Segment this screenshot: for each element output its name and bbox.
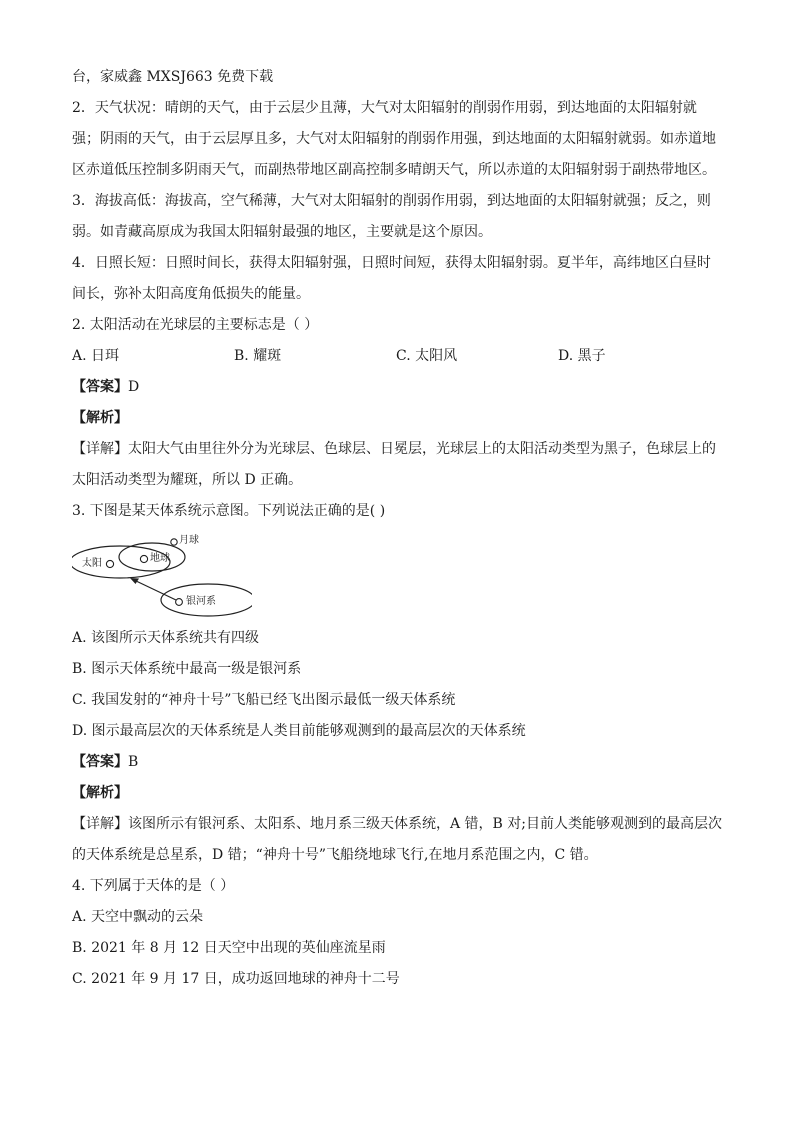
sun-label: 太阳 bbox=[82, 558, 102, 569]
q3-answer bbox=[72, 747, 732, 778]
q3-analysis bbox=[72, 778, 732, 809]
q2-option-a: A. 日珥 bbox=[72, 348, 120, 364]
factor-sunshine-line-2: 间长，弥补太阳高度角低损失的能量。 bbox=[72, 286, 310, 302]
earth-dot bbox=[140, 555, 147, 562]
q3-answer-value: B bbox=[128, 754, 139, 770]
moon-label: 月球 bbox=[179, 535, 199, 546]
q2-detail-line-1: 【详解】太阳大气由里往外分为光球层、色球层、日冕层，光球层上的太阳活动类型为黑子，色球层上的 bbox=[72, 441, 716, 457]
q2-option-c: C. 太阳风 bbox=[396, 348, 458, 364]
q2-option-b: B. 耀斑 bbox=[234, 348, 282, 364]
q2-answer bbox=[72, 372, 732, 403]
q3-answer-label: 【答案】 bbox=[72, 754, 128, 770]
q2-analysis-label: 【解析】 bbox=[72, 410, 128, 426]
q3-detail-line-1: 【详解】该图所示有银河系、太阳系、地月系三级天体系统，A 错，B 对;目前人类能够观测到的最高层次 bbox=[72, 816, 723, 832]
factor-weather-line-2: 强；阴雨的天气，由于云层厚且多，大气对太阳辐射的削弱作用强，到达地面的太阳辐射就弱。如赤道地 bbox=[72, 131, 716, 147]
q4-option-c: C. 2021 年 9 月 17 日，成功返回地球的神舟十二号 bbox=[72, 971, 400, 987]
earth-label: 地球 bbox=[150, 553, 170, 564]
document-page bbox=[72, 62, 732, 995]
q3-stem: 3. 下图是某天体系统示意图。下列说法正确的是( ) bbox=[72, 503, 386, 519]
galaxy-label: 银河系 bbox=[186, 596, 216, 607]
galaxy-dot bbox=[176, 599, 183, 606]
q3-option-a: A. 该图所示天体系统共有四级 bbox=[72, 630, 260, 646]
celestial-system-diagram bbox=[72, 529, 252, 617]
q2-stem: 2. 太阳活动在光球层的主要标志是（ ） bbox=[72, 317, 319, 333]
galaxy-arrow-head bbox=[130, 578, 139, 584]
moon-dot bbox=[171, 539, 177, 545]
q4-stem: 4. 下列属于天体的是（ ） bbox=[72, 878, 235, 894]
q3-option-c: C. 我国发射的“神舟十号”飞船已经飞出图示最低一级天体系统 bbox=[72, 692, 456, 708]
galaxy-arrow-line bbox=[134, 580, 176, 600]
q3-option-b: B. 图示天体系统中最高一级是银河系 bbox=[72, 661, 302, 677]
factor-altitude-line-2: 弱。如青藏高原成为我国太阳辐射最强的地区，主要就是这个原因。 bbox=[72, 224, 492, 240]
q2-answer-value: D bbox=[128, 379, 140, 395]
intro-line: 台，家威鑫 MXSJ663 免费下载 bbox=[72, 69, 274, 85]
q3-option-d: D. 图示最高层次的天体系统是人类目前能够观测到的最高层次的天体系统 bbox=[72, 723, 526, 739]
q2-answer-label: 【答案】 bbox=[72, 379, 128, 395]
celestial-system-svg bbox=[72, 529, 252, 617]
factor-sunshine-line-1: 4．日照长短：日照时间长，获得太阳辐射强，日照时间短，获得太阳辐射弱。夏半年，高纬地区白昼时 bbox=[72, 255, 711, 271]
q3-detail-line-2: 的天体系统是总星系，D 错；“神舟十号”飞船绕地球飞行,在地月系范围之内，C 错。 bbox=[72, 847, 598, 863]
q3-analysis-label: 【解析】 bbox=[72, 785, 128, 801]
factor-weather-line-1: 2．天气状况：晴朗的天气，由于云层少且薄，大气对太阳辐射的削弱作用弱，到达地面的太阳辐射就 bbox=[72, 100, 697, 116]
factor-altitude-line-1: 3．海拔高低：海拔高，空气稀薄，大气对太阳辐射的削弱作用弱，到达地面的太阳辐射就强；反之，则 bbox=[72, 193, 711, 209]
q4-option-b: B. 2021 年 8 月 12 日天空中出现的英仙座流星雨 bbox=[72, 940, 386, 956]
sun-dot bbox=[106, 560, 113, 567]
q2-options bbox=[72, 341, 732, 372]
q4-option-a: A. 天空中飘动的云朵 bbox=[72, 909, 204, 925]
q2-analysis bbox=[72, 403, 732, 434]
q2-option-d: D. 黑子 bbox=[558, 348, 606, 364]
q2-detail-line-2: 太阳活动类型为耀斑，所以 D 正确。 bbox=[72, 472, 303, 488]
factor-weather-line-3: 区赤道低压控制多阴雨天气，而副热带地区副高控制多晴朗天气，所以赤道的太阳辐射弱于副热带地区。 bbox=[72, 162, 716, 178]
